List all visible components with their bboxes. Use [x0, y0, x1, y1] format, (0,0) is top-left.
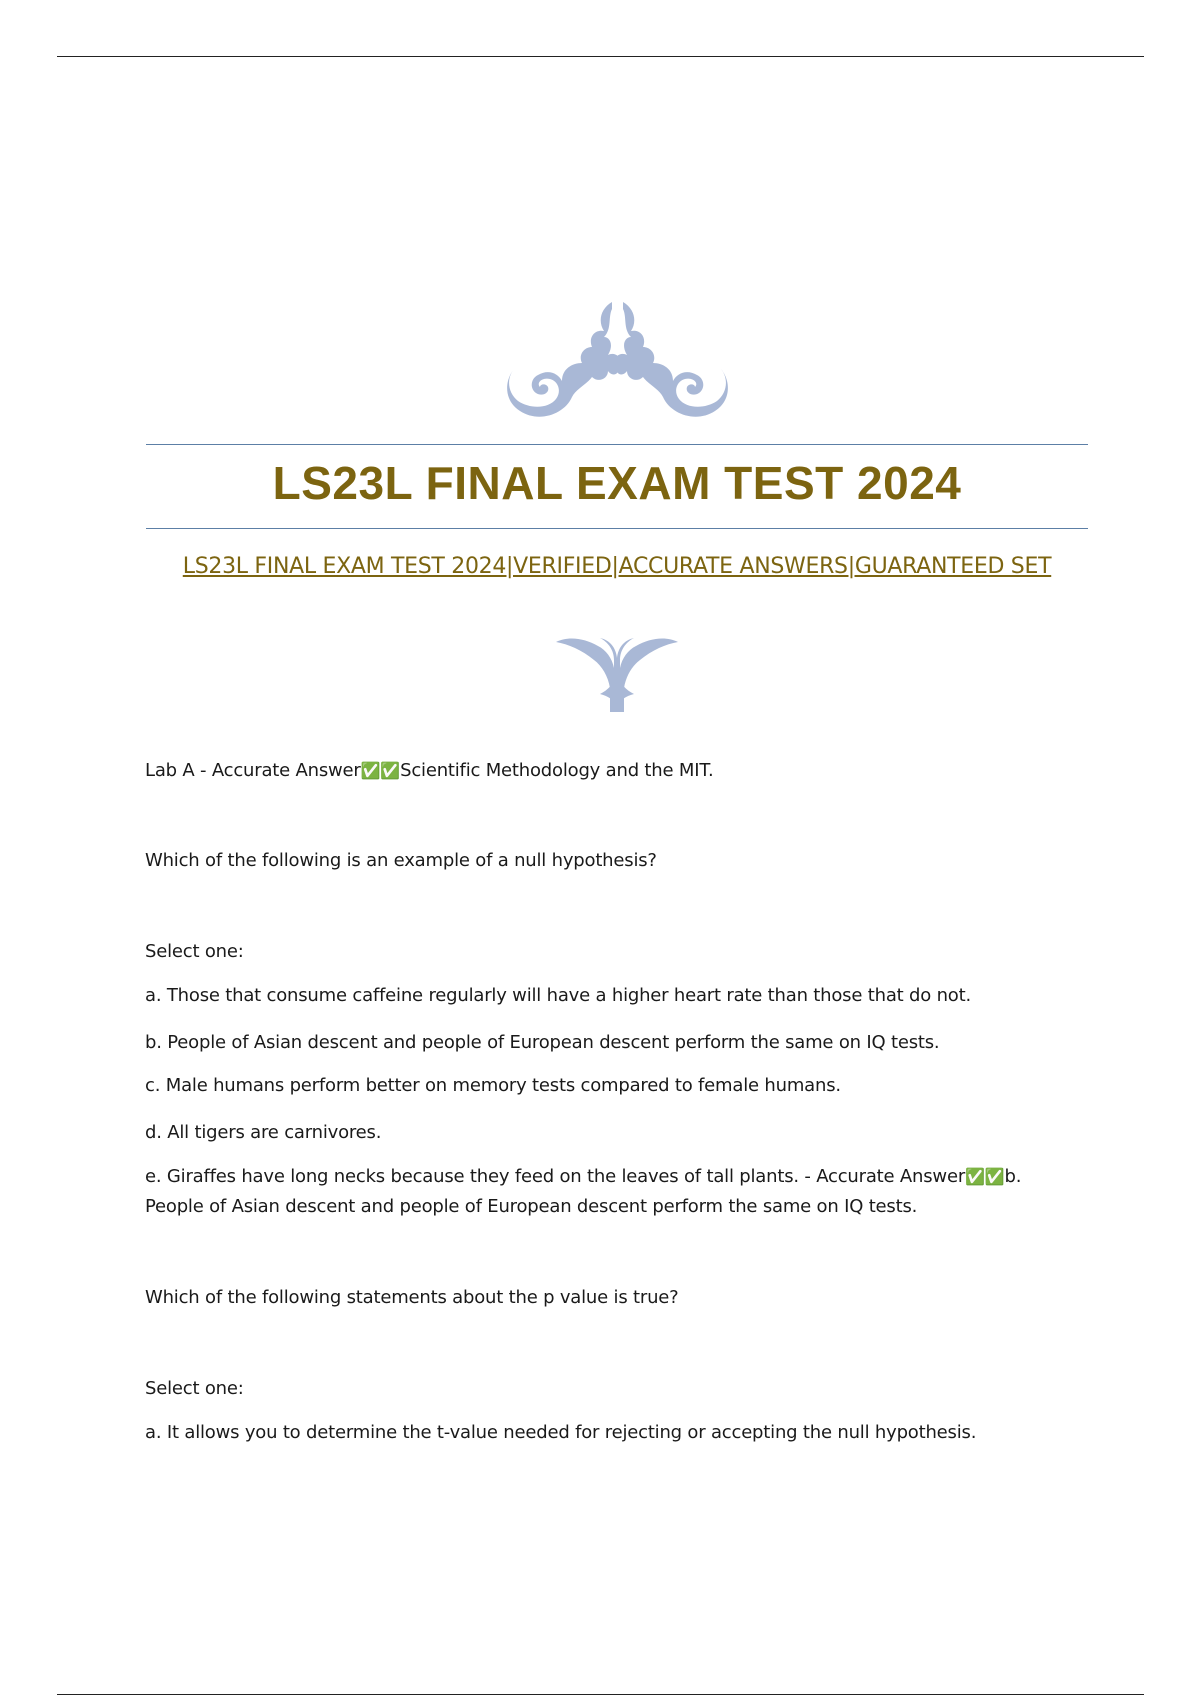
check-marks-icon: ✅✅ [360, 761, 401, 780]
lab-prefix: Lab A - Accurate Answer [145, 760, 361, 781]
answer-text: People of Asian descent and people of European descent perform the same on IQ tests. [145, 1196, 918, 1217]
title-bottom-rule [146, 528, 1088, 529]
question-1: Which of the following is an example of a null hypothesis? [145, 850, 657, 871]
lab-suffix: Scientific Methodology and the MIT. [400, 760, 714, 781]
question-1-option-d: d. All tigers are carnivores. [145, 1122, 382, 1143]
question-1-option-c: c. Male humans perform better on memory tests compared to female humans. [145, 1075, 841, 1096]
option-e-text: e. Giraffes have long necks because they feed on the leaves of tall plants. - Accurate Answer [145, 1166, 966, 1187]
lab-heading-line [145, 756, 1075, 786]
page-title: LS23L FINAL EXAM TEST 2024 [272, 457, 962, 509]
title-top-rule [146, 444, 1088, 445]
floral-ornament-icon [500, 297, 735, 427]
fleuron-ornament-icon [554, 630, 680, 712]
question-2-option-a: a. It allows you to determine the t-value needed for rejecting or accepting the null hypothesis. [145, 1422, 977, 1443]
question-1-option-a: a. Those that consume caffeine regularly will have a higher heart rate than those that do not. [145, 985, 971, 1006]
page-top-rule [57, 56, 1144, 57]
question-2: Which of the following statements about the p value is true? [145, 1287, 679, 1308]
check-marks-icon: ✅✅ [965, 1167, 1005, 1186]
question-1-option-e [145, 1162, 1075, 1222]
question-1-select-one: Select one: [145, 941, 244, 962]
page-subtitle: LS23L FINAL EXAM TEST 2024|VERIFIED|ACCURATE ANSWERS|GUARANTEED SET [182, 554, 1052, 579]
page-bottom-rule [57, 1694, 1144, 1695]
question-1-option-b: b. People of Asian descent and people of European descent perform the same on IQ tests. [145, 1032, 940, 1053]
question-2-select-one: Select one: [145, 1378, 244, 1399]
answer-letter: b. [1004, 1166, 1022, 1187]
